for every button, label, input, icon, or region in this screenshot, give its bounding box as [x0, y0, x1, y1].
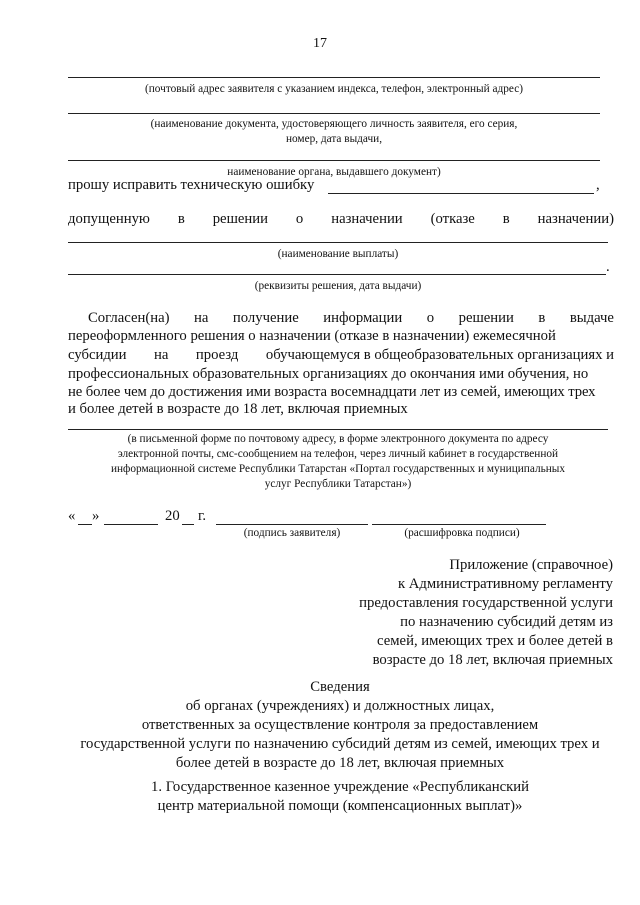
payment-name-caption: (наименование выплаты) — [277, 248, 399, 260]
delivery-caption-line2: электронной почты, смс-сообщением на телефон, через личный кабинет в государственной — [117, 448, 559, 460]
consent-line-3: субсидии на проезд обучающемуся в общеобразовательных организациях и — [68, 347, 614, 363]
page-number: 17 — [313, 36, 327, 51]
correct-error-text: прошу исправить техническую ошибку — [68, 177, 315, 193]
consent-line-2: переоформленного решения о назначении (отказе в назначении) ежемесячной — [68, 328, 556, 344]
info-item-1-line: 1. Государственное казенное учреждение «Республиканский — [151, 779, 529, 795]
appendix-line: по назначению субсидий детям из — [400, 614, 613, 630]
postal-address-line[interactable] — [68, 77, 600, 78]
date-day-field[interactable] — [78, 524, 92, 525]
error-description-line[interactable] — [328, 193, 594, 194]
decision-details-period: . — [606, 259, 610, 275]
payment-name-line[interactable] — [68, 242, 608, 243]
info-item-1 — [40, 778, 640, 816]
postal-address-caption: (почтовый адрес заявителя с указанием индекса, телефон, электронный адрес) — [145, 83, 523, 95]
decision-word: о — [295, 211, 304, 227]
decision-details-caption: (реквизиты решения, дата выдачи) — [254, 280, 422, 292]
consent-line-6: и более детей в возрасте до 18 лет, включая приемных — [68, 401, 408, 417]
info-subtitle-line: государственной услуги по назначению субсидий детям из семей, имеющих трех и — [80, 736, 600, 752]
date-month-field[interactable] — [104, 524, 158, 525]
decision-word: в — [502, 211, 510, 227]
info-item-1-line: центр материальной помощи (компенсационных выплат)» — [157, 798, 523, 814]
date-year-field[interactable] — [182, 524, 194, 525]
id-document-line[interactable] — [68, 113, 600, 114]
appendix-line: к Административному регламенту — [397, 576, 613, 592]
decision-word: допущенную — [68, 211, 150, 227]
delivery-caption-line3: информационной системе Республики Татарстан «Портал государственных и муниципальных — [110, 463, 566, 475]
id-document-caption-line1: (наименование документа, удостоверяющего личность заявителя, его серия, — [150, 118, 518, 130]
date-open-quote: « — [68, 508, 76, 524]
date-close-quote: » — [92, 508, 100, 524]
info-section — [40, 678, 640, 773]
appendix-line: предоставления государственной услуги — [359, 595, 613, 611]
signature-caption: (подпись заявителя) — [243, 527, 341, 539]
info-subtitle-line: ответственных за осуществление контроля за предоставлением — [141, 717, 539, 733]
appendix-line: Приложение (справочное) — [449, 557, 613, 573]
decision-word: назначении) — [537, 211, 614, 227]
decision-word: решении — [212, 211, 268, 227]
id-document-caption-line2: номер, дата выдачи, — [285, 133, 383, 145]
decision-details-line[interactable] — [68, 274, 606, 275]
date-year-suffix: г. — [198, 508, 207, 524]
issuing-body-caption: наименование органа, выдавшего документ) — [227, 166, 441, 178]
info-title: Сведения — [310, 679, 370, 695]
info-subtitle-line: об органах (учреждениях) и должностных лицах, — [185, 698, 495, 714]
consent-line-1: Согласен(на) на получение информации о решении в выдаче — [88, 310, 614, 326]
correct-error-comma: , — [596, 177, 600, 193]
decision-word: в — [177, 211, 185, 227]
consent-line-4: профессиональных образовательных организациях до окончания ими обучения, но — [68, 366, 589, 382]
appendix-line: семей, имеющих трех и более детей в — [377, 633, 613, 649]
signature-decode-caption: (расшифровка подписи) — [404, 527, 520, 539]
delivery-method-line[interactable] — [68, 429, 608, 430]
delivery-caption-line4: услуг Республики Татарстан») — [264, 478, 412, 490]
consent-line-5: не более чем до достижения ими возраста восемнадцати лет из семей, имеющих трех — [68, 384, 596, 400]
delivery-caption-line1: (в письменной форме по почтовому адресу, в форме электронного документа по адресу — [127, 433, 549, 445]
issuing-body-line[interactable] — [68, 160, 600, 161]
decision-word: (отказе — [430, 211, 475, 227]
appendix-line: возрасте до 18 лет, включая приемных — [372, 652, 613, 668]
appendix-block — [300, 556, 613, 670]
date-year-prefix: 20 — [165, 508, 180, 524]
decision-words-row — [68, 211, 614, 228]
decision-word: назначении — [331, 211, 403, 227]
info-subtitle-line: более детей в возрасте до 18 лет, включая приемных — [175, 755, 505, 771]
